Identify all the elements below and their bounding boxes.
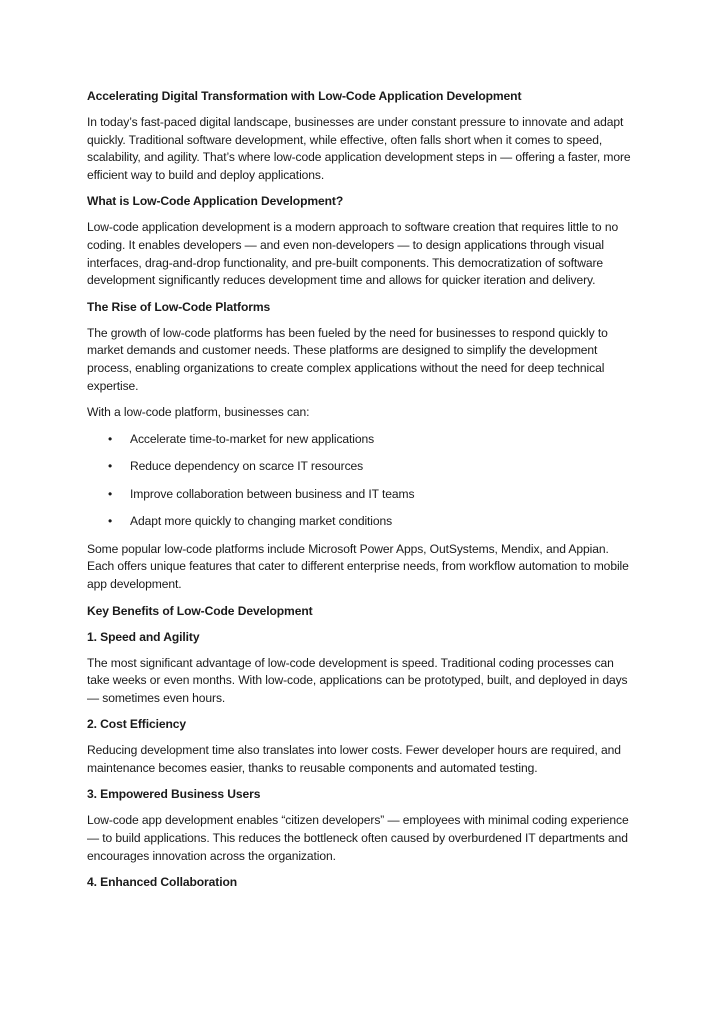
list-item-text: Reduce dependency on scarce IT resources — [130, 459, 364, 474]
document-page — [87, 88, 637, 900]
list-item-text: Adapt more quickly to changing market conditions — [130, 514, 393, 529]
what-is-paragraph: Low-code application development is a modern approach to software creation that requires little to no coding. It enables developers — and even non-developers — to design applications through visual interfaces, drag-and-drop functionality, and pre-built components. This democratization of software development significantly reduces development time and allows for quicker iteration and delivery. — [87, 220, 619, 288]
intro-paragraph: In today’s fast-paced digital landscape, businesses are under constant pressure to innovate and adapt quickly. Traditional software development, while effective, often falls short when it comes to speed, scalability, and agility. That’s where low-code application development steps in — offering a faster, more efficient way to build and deploy applications. — [87, 115, 631, 182]
subheading-empowered: 3. Empowered Business Users — [87, 787, 261, 802]
bullet-icon: • — [108, 486, 113, 501]
empowered-paragraph: Low-code app development enables “citizen developers” — employees with minimal coding experience — to build applications. This reduces the bottleneck often caused by overburdened IT departments and encourages innovation across the organization. — [87, 813, 629, 863]
rise-paragraph: The growth of low-code platforms has been fueled by the need for businesses to respond quickly to market demands and customer needs. These platforms are designed to simplify the development process, enabling organizations to create complex applications without the need for deep technical expertise. — [87, 325, 608, 393]
subheading-cost: 2. Cost Efficiency — [87, 717, 187, 732]
section-heading-rise: The Rise of Low-Code Platforms — [87, 299, 271, 314]
platforms-paragraph: Some popular low-code platforms include Microsoft Power Apps, OutSystems, Mendix, and Appian. Each offers unique features that cater to different enterprise needs, from workflow automation to mobile app development. — [87, 541, 629, 591]
list-item-text: Accelerate time-to-market for new applications — [130, 431, 375, 446]
list-item — [87, 486, 637, 503]
document-title: Accelerating Digital Transformation with Low-Code Application Development — [87, 89, 522, 103]
benefits-list — [87, 431, 637, 531]
speed-paragraph: The most significant advantage of low-code development is speed. Traditional coding processes can take weeks or even months. With low-code, applications can be prototyped, built, and deployed in days — sometimes even hours. — [87, 655, 628, 705]
list-item — [87, 458, 637, 475]
list-intro-paragraph: With a low-code platform, businesses can: — [87, 405, 310, 420]
bullet-icon: • — [108, 459, 113, 474]
list-item — [87, 431, 637, 448]
subheading-collaboration: 4. Enhanced Collaboration — [87, 875, 238, 890]
bullet-icon: • — [108, 431, 113, 446]
subheading-speed: 1. Speed and Agility — [87, 629, 200, 644]
section-heading-key-benefits: Key Benefits of Low-Code Development — [87, 603, 313, 618]
list-item — [87, 513, 637, 530]
cost-paragraph: Reducing development time also translates into lower costs. Fewer developer hours are required, and maintenance becomes easier, thanks to reusable components and automated testing. — [87, 743, 621, 775]
section-heading-what-is: What is Low-Code Application Development? — [87, 194, 344, 209]
bullet-icon: • — [108, 514, 113, 529]
list-item-text: Improve collaboration between business and IT teams — [130, 486, 415, 501]
